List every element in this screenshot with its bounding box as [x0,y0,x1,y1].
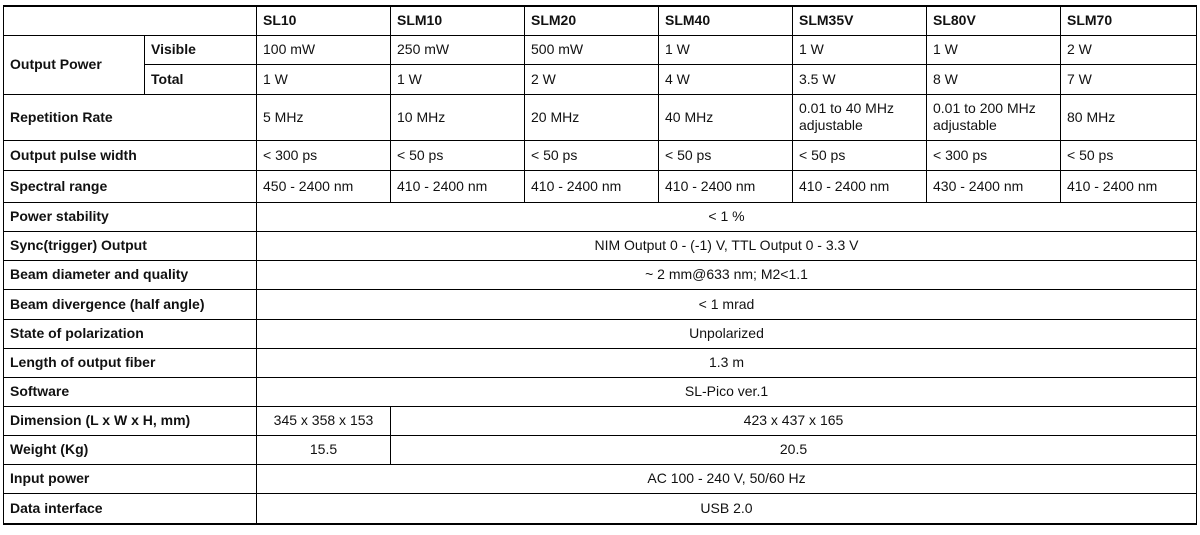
spec-table [3,5,1197,525]
table-cell: 40 MHz [659,94,793,140]
row-label: Weight (Kg) [4,435,257,464]
table-cell: 1 W [659,35,793,64]
table-cell: 250 mW [391,35,525,64]
table-cell: 430 - 2400 nm [927,170,1061,202]
row-label: Data interface [4,493,257,524]
table-cell: 450 - 2400 nm [257,170,391,202]
table-cell: 4 W [659,64,793,94]
output-power-label: Output Power [4,35,145,94]
model-header: SLM10 [391,6,525,35]
polarization-row [4,319,1197,348]
beam-divergence-row [4,289,1197,319]
table-cell: 500 mW [525,35,659,64]
software-row [4,377,1197,406]
output-power-visible-row [4,35,1197,64]
table-cell: 20.5 [391,435,1197,464]
table-cell: 423 x 437 x 165 [391,406,1197,435]
table-cell: 1 W [391,64,525,94]
table-cell: 410 - 2400 nm [1061,170,1197,202]
header-row [4,6,1197,35]
table-cell: 20 MHz [525,94,659,140]
table-cell: 100 mW [257,35,391,64]
table-cell: 410 - 2400 nm [525,170,659,202]
row-label: Power stability [4,202,257,231]
table-cell: NIM Output 0 - (-1) V, TTL Output 0 - 3.3 V [257,231,1197,260]
row-label: Beam diameter and quality [4,260,257,289]
pulse-width-row [4,140,1197,170]
table-cell: 1 W [927,35,1061,64]
row-label: Software [4,377,257,406]
table-cell: < 50 ps [1061,140,1197,170]
table-cell: 345 x 358 x 153 [257,406,391,435]
row-label: Input power [4,464,257,493]
table-cell: 10 MHz [391,94,525,140]
dimension-row [4,406,1197,435]
table-cell: < 300 ps [257,140,391,170]
table-cell: 2 W [525,64,659,94]
repetition-rate-row [4,94,1197,140]
model-header: SLM20 [525,6,659,35]
table-cell: 80 MHz [1061,94,1197,140]
row-label: Sync(trigger) Output [4,231,257,260]
row-label: Spectral range [4,170,257,202]
table-cell: < 1 % [257,202,1197,231]
table-cell: 410 - 2400 nm [659,170,793,202]
table-cell: 5 MHz [257,94,391,140]
table-cell: < 50 ps [659,140,793,170]
row-label: Length of output fiber [4,348,257,377]
model-header: SL10 [257,6,391,35]
table-cell: SL-Pico ver.1 [257,377,1197,406]
table-cell: 410 - 2400 nm [391,170,525,202]
table-cell: 0.01 to 40 MHz adjustable [793,94,927,140]
table-cell: 8 W [927,64,1061,94]
table-cell: 1 W [793,35,927,64]
model-header: SLM40 [659,6,793,35]
model-header: SLM35V [793,6,927,35]
table-cell: < 300 ps [927,140,1061,170]
table-cell: < 1 mrad [257,289,1197,319]
table-cell: AC 100 - 240 V, 50/60 Hz [257,464,1197,493]
table-cell: 15.5 [257,435,391,464]
table-cell: 7 W [1061,64,1197,94]
beam-diameter-row [4,260,1197,289]
table-cell: 1 W [257,64,391,94]
table-cell: ~ 2 mm@633 nm; M2<1.1 [257,260,1197,289]
table-cell: 2 W [1061,35,1197,64]
spectral-range-row [4,170,1197,202]
model-header: SL80V [927,6,1061,35]
row-label: Dimension (L x W x H, mm) [4,406,257,435]
table-cell: 410 - 2400 nm [793,170,927,202]
data-interface-row [4,493,1197,524]
power-stability-row [4,202,1197,231]
table-cell: < 50 ps [793,140,927,170]
fiber-length-row [4,348,1197,377]
visible-sublabel: Visible [145,35,257,64]
table-cell: < 50 ps [391,140,525,170]
table-cell: Unpolarized [257,319,1197,348]
header-corner [4,6,257,35]
model-header: SLM70 [1061,6,1197,35]
table-cell: USB 2.0 [257,493,1197,524]
table-cell: < 50 ps [525,140,659,170]
output-power-total-row [4,64,1197,94]
row-label: Output pulse width [4,140,257,170]
weight-row [4,435,1197,464]
table-cell: 0.01 to 200 MHz adjustable [927,94,1061,140]
sync-output-row [4,231,1197,260]
row-label: Beam divergence (half angle) [4,289,257,319]
input-power-row [4,464,1197,493]
table-cell: 1.3 m [257,348,1197,377]
row-label: Repetition Rate [4,94,257,140]
row-label: State of polarization [4,319,257,348]
total-sublabel: Total [145,64,257,94]
table-cell: 3.5 W [793,64,927,94]
